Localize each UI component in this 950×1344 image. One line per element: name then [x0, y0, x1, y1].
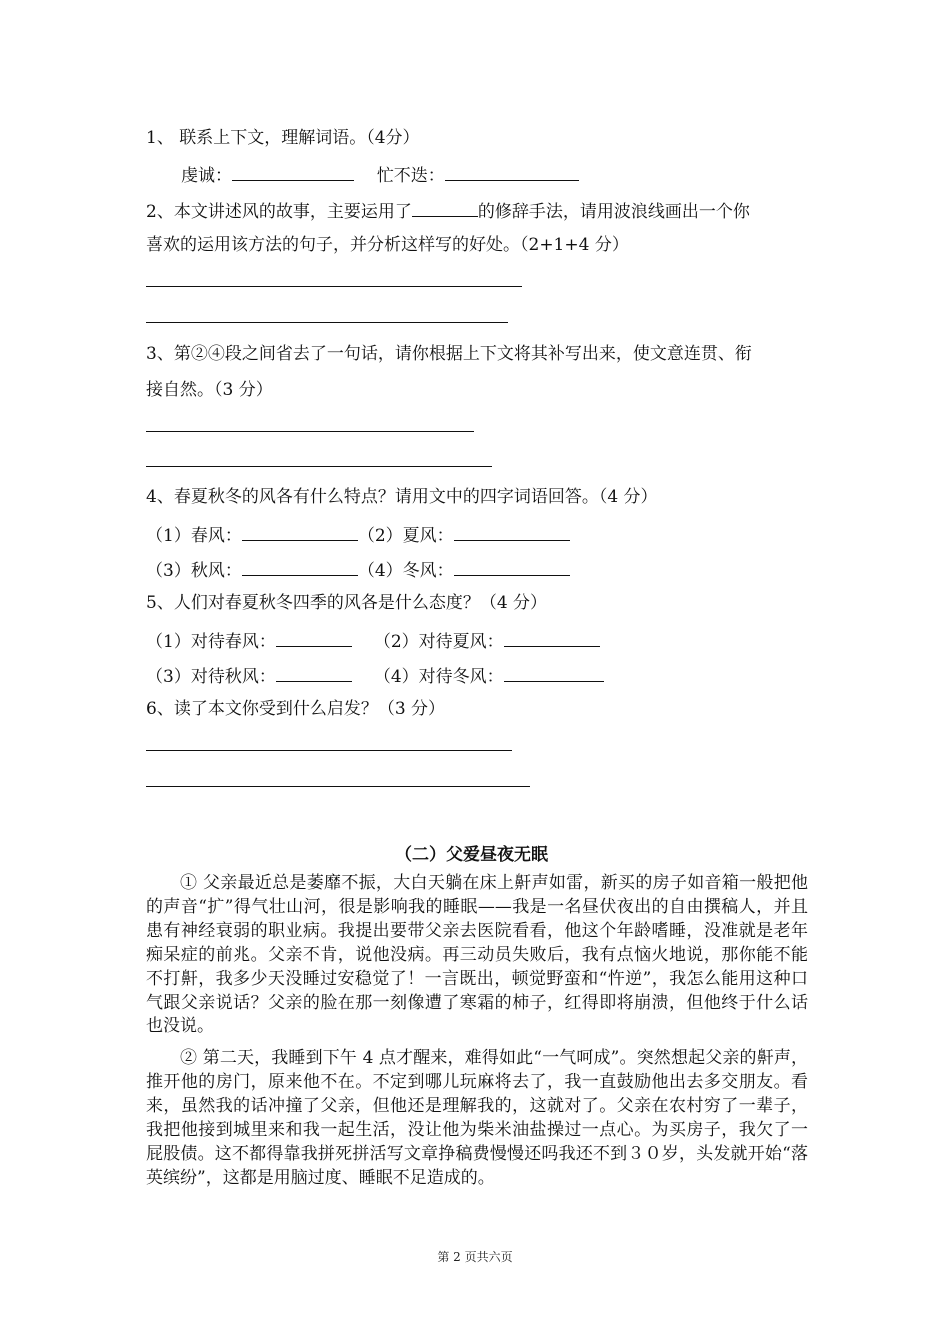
- answer-line[interactable]: [146, 286, 522, 287]
- question-5: 5、人们对春夏秋冬四季的风各是什么态度？（4 分）: [146, 593, 548, 613]
- word-1-label: 虔诚：: [181, 166, 232, 186]
- summer-wind-label: （2）夏风：: [357, 526, 454, 546]
- autumn-wind-blank[interactable]: [242, 557, 358, 576]
- passage-paragraph-1: ① 父亲最近总是萎靡不振，大白天躺在床上鼾声如雷，新买的房子如音箱一般把他的声音“扩”得气壮山河，很是影响我的睡眠——我是一名昼伏夜出的自由撰稿人，并且患有神经衰弱的职业病。我提出要带父亲去医院看看，他这个年龄嗜睡，没准就是老年痴呆症的前兆。父亲不肯，说他没病。再三动员失败后，我有点恼火地说，那你能不能不打鼾，我多少天没睡过安稳觉了！一言既出，顿觉野蛮和“忤逆”，我怎么能用这种口气跟父亲说话？父亲的脸在那一刻像遭了寒霜的柿子，红得即将崩溃，但他终于什么话也没说。: [146, 873, 808, 1037]
- question-4: 4、春夏秋冬的风各有什么特点？请用文中的四字词语回答。（4 分）: [146, 487, 658, 507]
- attitude-summer-blank[interactable]: [504, 628, 600, 647]
- passage-paragraph-2: ② 第二天，我睡到下午 4 点才醒来，难得如此“一气呵成”。突然想起父亲的鼾声，推开他的房门，原来他不在。不定到哪儿玩麻将去了，我一直鼓励他出去多交朋友。看来，虽然我的话冲撞了父亲，但他还是理解我的，这就对了。父亲在农村穷了一辈子，我把他接到城里来和我一起生活，没让他为柴米油盐操过一点心。为买房子，我欠了一屁股债。这不都得靠我拼死拼活写文章挣稿费慢慢还吗我还不到３０岁，头发就开始“落英缤纷”，这都是用脑过度、睡眠不足造成的。: [146, 1048, 808, 1188]
- question-5-row-2: [146, 663, 604, 688]
- question-4-row-1: [146, 522, 570, 547]
- winter-wind-label: （4）冬风：: [357, 561, 454, 581]
- word-1-blank[interactable]: [232, 162, 354, 181]
- summer-wind-blank[interactable]: [454, 522, 570, 541]
- winter-wind-blank[interactable]: [454, 557, 570, 576]
- question-5-row-1: [146, 628, 600, 653]
- attitude-winter-blank[interactable]: [504, 663, 604, 682]
- question-2-part-b: 的修辞手法，请用波浪线画出一个你: [477, 202, 750, 222]
- page-number: 第 2 页共六页: [437, 1250, 513, 1264]
- question-3-line-1: 3、第②④段之间省去了一句话，请你根据上下文将其补写出来，使文意连贯、衔: [146, 344, 752, 364]
- attitude-autumn-label: （3）对待秋风：: [146, 667, 276, 687]
- answer-line[interactable]: [146, 750, 512, 751]
- rhetoric-blank[interactable]: [412, 198, 478, 217]
- question-6: 6、读了本文你受到什么启发？（3 分）: [146, 699, 446, 719]
- question-2-line-2: 喜欢的运用该方法的句子，并分析这样写的好处。（2+1+4 分）: [146, 235, 629, 255]
- question-2-part-a: 2、本文讲述风的故事，主要运用了: [146, 202, 412, 222]
- attitude-autumn-blank[interactable]: [276, 663, 352, 682]
- attitude-summer-label: （2）对待夏风：: [373, 632, 504, 652]
- question-1: 1、 联系上下文，理解词语。（4分）: [146, 128, 420, 148]
- answer-line[interactable]: [146, 322, 508, 323]
- question-4-row-2: [146, 557, 570, 582]
- word-2-blank[interactable]: [445, 162, 579, 181]
- autumn-wind-label: （3）秋风：: [146, 561, 242, 581]
- question-3-line-2: 接自然。（3 分）: [146, 380, 273, 400]
- passage-title: （二）父爱昼夜无眠: [395, 845, 548, 865]
- spring-wind-label: （1）春风：: [146, 526, 242, 546]
- attitude-winter-label: （4）对待冬风：: [373, 667, 504, 687]
- attitude-spring-label: （1）对待春风：: [146, 632, 276, 652]
- answer-line[interactable]: [146, 431, 474, 432]
- answer-line[interactable]: [146, 786, 530, 787]
- question-1-words: [181, 162, 579, 187]
- question-2-line-1: [146, 198, 750, 223]
- spring-wind-blank[interactable]: [242, 522, 358, 541]
- answer-line[interactable]: [146, 466, 492, 467]
- attitude-spring-blank[interactable]: [276, 628, 352, 647]
- word-2-label: 忙不迭：: [376, 166, 445, 186]
